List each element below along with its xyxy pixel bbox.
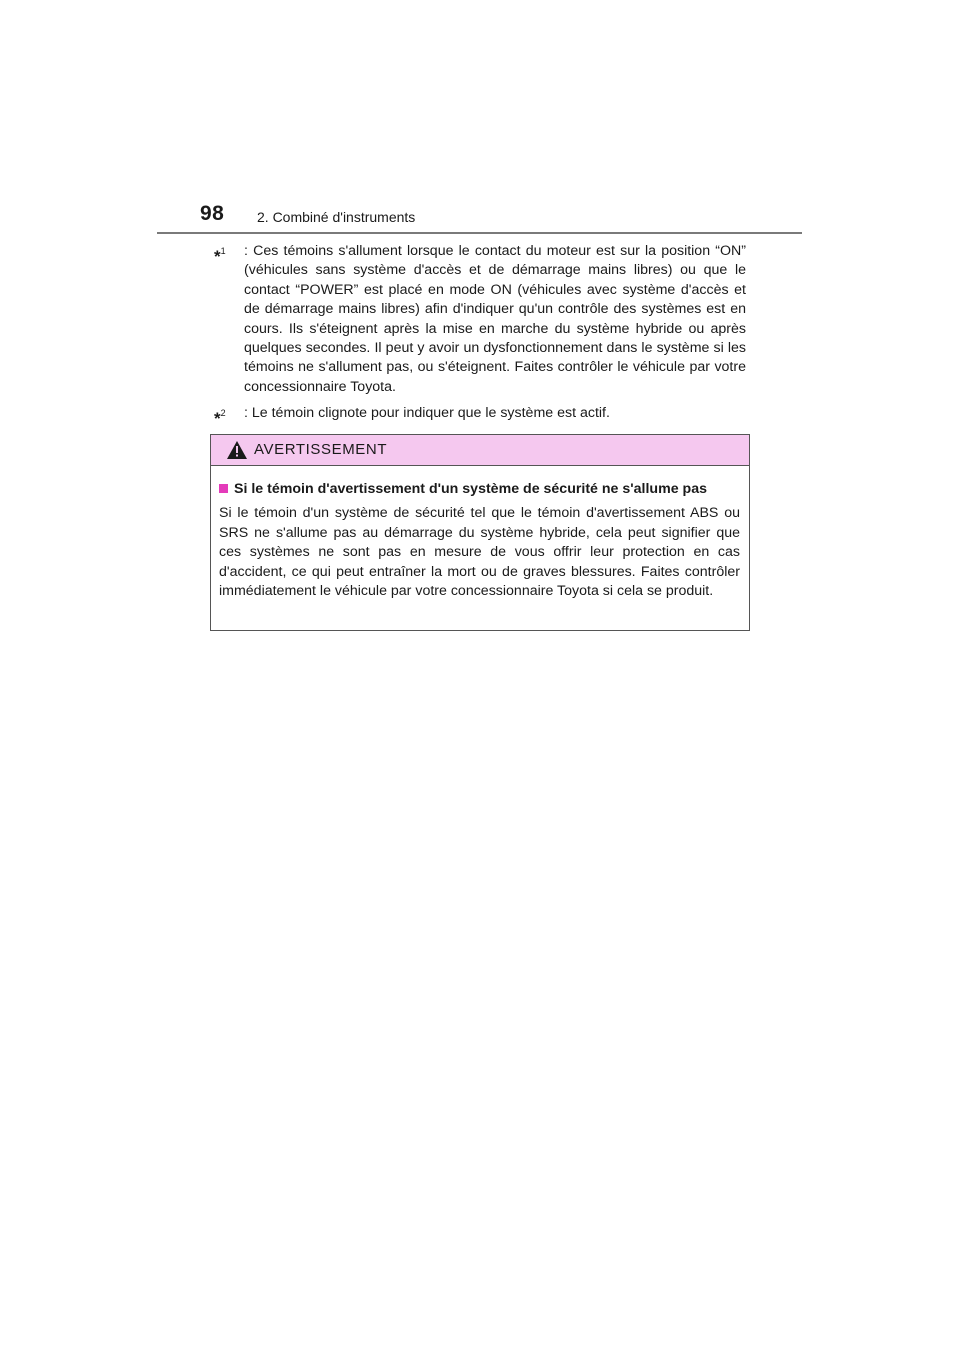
footnote-marker: *$^2$ bbox=[214, 408, 226, 428]
square-bullet-icon bbox=[219, 484, 228, 493]
footnote-text: : Ces témoins s'allument lorsque le contact du moteur est sur la position “ON” (véhicules sans système d'accès et de démarrage mains libres) ou que le contact “POWER” est placé en mode ON (véhicules avec système d'accès et de démarrage mains libres) afin d'indiquer qu'un contrôle des systèmes est en cours. Ils s'éteignent après la mise en marche du système hybride ou après quelques secondes. Il peut y avoir un dysfonctionnement dans le système si les témoins ne s'allument pas, ou s'éteignent. Faites contrôler le véhicule par votre concessionnaire Toyota. bbox=[244, 243, 746, 395]
warning-heading-text: Si le témoin d'avertissement d'un système de sécurité ne s'allume pas bbox=[234, 481, 707, 497]
footnote-text: : Le témoin clignote pour indiquer que le système est actif. bbox=[244, 405, 610, 421]
footnote-2 bbox=[214, 404, 746, 428]
warning-body bbox=[211, 466, 749, 601]
running-header: 2. Combiné d'instruments bbox=[257, 209, 416, 225]
warning-title: AVERTISSEMENT bbox=[254, 441, 388, 458]
warning-header bbox=[211, 435, 749, 466]
header-rule bbox=[157, 232, 802, 234]
warning-text: Si le témoin d'un système de sécurité tel que le témoin d'avertissement ABS ou SRS ne s'allume pas au démarrage du système hybride, cela peut signifier que ces systèmes ne sont pas en mesure de vous offrir leur protection en cas d'accident, ce qui peut entraîner la mort ou de graves blessures. Faites contrôler immédiatement le véhicule par votre concessionnaire Toyota si cela se produit. bbox=[219, 505, 740, 600]
warning-heading bbox=[219, 480, 740, 499]
warning-triangle-icon bbox=[227, 441, 247, 464]
page-number: 98 bbox=[200, 202, 225, 225]
footnote-marker: *$^1$ bbox=[214, 246, 226, 266]
warning-box bbox=[210, 434, 750, 631]
footnote-1 bbox=[214, 242, 746, 397]
